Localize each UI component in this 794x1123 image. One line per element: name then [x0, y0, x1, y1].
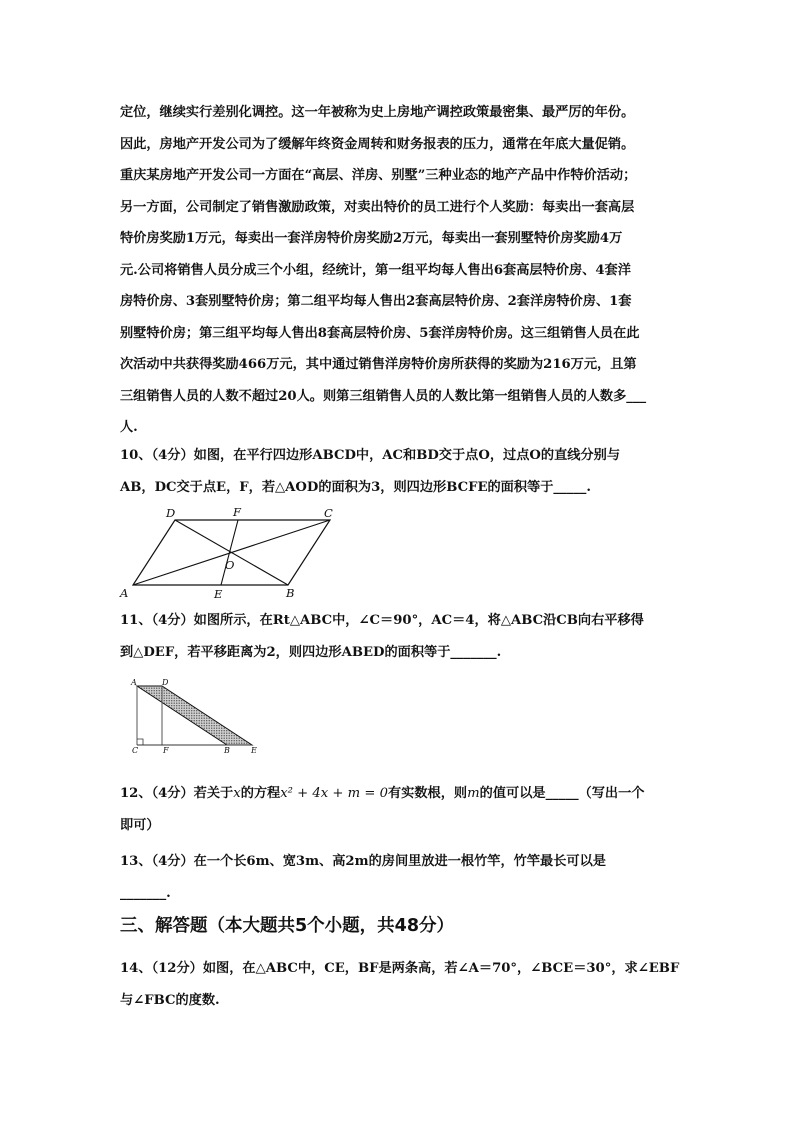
label-b: B — [286, 586, 295, 600]
shaded-abed — [137, 686, 252, 745]
q12-var-m: m — [467, 786, 480, 801]
question-14-line: 14、（12分）如图，在△ABC中，CE，BF是两条高，若∠A＝70°，∠BCE＝30°，求∠EBF — [120, 961, 680, 976]
question-11-line: 到△DEF，若平移距离为2，则四边形ABED的面积等于_______. — [120, 644, 502, 660]
label-f: F — [163, 746, 169, 755]
intro-line: 另一方面，公司制定了销售激励政策，对卖出特价的员工进行个人奖励：每卖出一套高层 — [120, 199, 635, 215]
q12-mid: 的方程 — [240, 786, 281, 801]
intro-line: 因此，房地产开发公司为了缓解年终资金周转和财务报表的压力，通常在年底大量促销。 — [120, 136, 635, 152]
intro-line: 别墅特价房；第三组平均每人售出8套高层特价房、5套洋房特价房。这三组销售人员在此 — [120, 325, 640, 341]
label-c: C — [132, 746, 139, 755]
label-e: E — [214, 587, 223, 601]
q12-post1: 有实数根，则 — [388, 786, 468, 801]
question-13 — [120, 846, 680, 909]
label-a: A — [120, 586, 129, 600]
intro-line: 元.公司将销售人员分成三个小组，经统计，第一组平均每人售出6套高层特价房、4套洋 — [120, 262, 631, 278]
section-heading: 三、解答题（本大题共5个小题，共48分） — [120, 916, 455, 936]
intro-line: 特价房奖励1万元，每卖出一套洋房特价房奖励2万元，每卖出一套别墅特价房奖励4万 — [120, 231, 623, 246]
question-12-line — [120, 778, 680, 810]
question-10-line: 10、（4分）如图，在平行四边形ABCD中，AC和BD交于点O，过点O的直线分别与 — [120, 448, 621, 463]
intro-line: 三组销售人员的人数不超过20人。则第三组销售人员的人数比第一组销售人员的人数多___ — [120, 388, 647, 404]
label-d: D — [166, 506, 176, 520]
question-11 — [120, 605, 680, 668]
label-f: F — [233, 505, 241, 519]
line-ef — [221, 520, 238, 585]
question-14 — [120, 953, 680, 1016]
diagonal-bd — [175, 520, 288, 585]
intro-line: 次活动中共获得奖励466万元，其中通过销售洋房特价房所获得的奖励为216万元，且第 — [120, 357, 637, 372]
parallelogram-figure — [118, 505, 348, 605]
label-o: O — [225, 558, 235, 572]
question-13-line: 13、（4分）在一个长6m、宽3m、高2m的房间里放进一根竹竿，竹竿最长可以是 — [120, 854, 606, 869]
label-a: A — [131, 678, 137, 687]
question-14-line: 与∠FBC的度数. — [120, 992, 220, 1008]
question-13-line: _______. — [120, 885, 171, 901]
q12-prefix: 12、（4分）若关于 — [120, 786, 234, 801]
translation-figure — [128, 677, 268, 755]
intro-paragraph — [120, 97, 680, 444]
label-c: C — [324, 506, 333, 520]
right-angle-mark — [137, 739, 143, 745]
q12-equation: x² + 4x + m = 0 — [280, 786, 388, 801]
intro-line: 房特价房、3套别墅特价房；第二组平均每人售出2套高层特价房、2套洋房特价房、1套 — [120, 294, 632, 309]
label-e: E — [251, 746, 257, 755]
q12-var-x: x — [233, 786, 241, 801]
label-b: B — [224, 746, 230, 755]
question-12-line: 即可） — [120, 817, 160, 833]
question-11-line: 11、（4分）如图所示，在Rt△ABC中，∠C＝90°，AC＝4，将△ABC沿CB向右平移得 — [120, 613, 644, 628]
label-d: D — [162, 678, 169, 687]
question-10 — [120, 440, 680, 503]
q12-post2: 的值可以是_____（写出一个 — [479, 786, 645, 801]
intro-line: 重庆某房地产开发公司一方面在“高层、洋房、别墅”三种业态的地产产品中作特价活动； — [120, 168, 637, 183]
intro-line: 人. — [120, 420, 138, 435]
intro-line: 定位，继续实行差别化调控。这一年被称为史上房地产调控政策最密集、最严厉的年份。 — [120, 105, 635, 120]
question-10-line: AB，DC交于点E，F，若△AOD的面积为3，则四边形BCFE的面积等于_____. — [120, 479, 591, 495]
question-12 — [120, 778, 680, 841]
